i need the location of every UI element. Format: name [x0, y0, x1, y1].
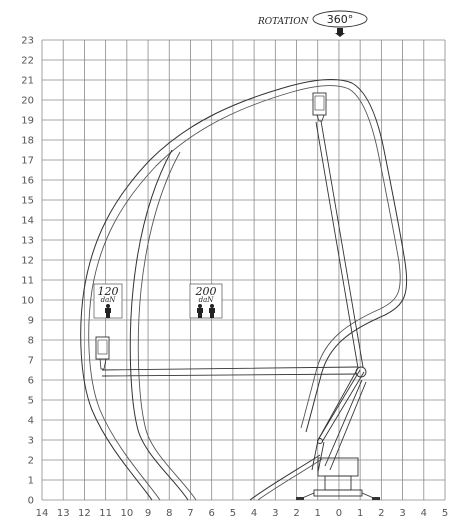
x-tick-label: 10: [120, 508, 134, 519]
y-tick-label: 7: [27, 355, 34, 367]
y-tick-label: 6: [27, 375, 34, 387]
jib-link: [318, 368, 366, 470]
lower-jib: [312, 370, 364, 472]
y-tick-label: 11: [21, 275, 34, 287]
y-tick-label: 17: [21, 155, 34, 167]
x-axis-ticks: [36, 508, 449, 519]
boom-knuckle: [356, 367, 366, 377]
y-tick-label: 23: [21, 35, 34, 47]
x-tick-label: 1: [356, 508, 364, 519]
y-tick-label: 4: [27, 415, 34, 427]
y-tick-label: 12: [21, 255, 34, 267]
y-tick-label: 15: [21, 195, 34, 207]
rotation-value: 360°: [326, 13, 354, 26]
y-tick-label: 20: [21, 95, 34, 107]
y-tick-label: 2: [27, 455, 34, 467]
y-tick-label: 19: [21, 115, 34, 127]
rotation-label: ROTATION: [258, 17, 309, 27]
rotation-arrow-icon: [335, 28, 345, 37]
x-tick-label: 1: [314, 508, 321, 519]
platform-basket-icon: [313, 93, 326, 121]
load-unit-200: daN: [198, 296, 214, 304]
boom-assembly: [102, 121, 366, 472]
vehicle-base: [296, 458, 380, 500]
y-tick-label: 10: [21, 295, 34, 307]
platform-basket-icon: [96, 337, 109, 369]
y-tick-label: 3: [27, 435, 34, 447]
outer-envelope: [81, 80, 407, 500]
load-unit-120: daN: [100, 296, 116, 304]
y-tick-label: 14: [21, 215, 34, 227]
y-tick-label: 1: [27, 475, 34, 487]
load-value-200: 200: [195, 285, 217, 298]
x-tick-label: 12: [78, 508, 91, 519]
x-tick-label: 3: [272, 508, 279, 519]
horizontal-boom: [102, 367, 358, 376]
x-tick-label: 0: [335, 508, 343, 519]
x-tick-label: 2: [293, 508, 300, 519]
load-zone-200: [190, 284, 222, 318]
upper-boom: [316, 121, 363, 368]
x-tick-label: 7: [187, 508, 194, 519]
y-tick-label: 22: [21, 55, 34, 67]
y-tick-label: 21: [21, 75, 34, 87]
x-tick-label: 2: [378, 508, 385, 519]
x-tick-label: 6: [208, 508, 215, 519]
y-axis-ticks: [21, 36, 34, 507]
x-tick-label: 4: [420, 508, 427, 519]
outer-envelope-inner: [89, 86, 401, 500]
y-tick-label: 5: [27, 395, 34, 407]
x-tick-label: 13: [56, 508, 70, 519]
load-value-120: 120: [97, 285, 119, 298]
y-tick-label: 0: [27, 495, 34, 507]
x-tick-label: 14: [35, 508, 49, 519]
working-envelope: [81, 80, 407, 500]
y-tick-label: 13: [21, 235, 34, 247]
y-tick-label: 9: [27, 315, 34, 327]
y-tick-label: 16: [21, 175, 34, 187]
y-tick-label: 18: [21, 135, 34, 147]
y-tick-label: 8: [27, 335, 34, 347]
load-zone-120: [94, 284, 122, 318]
x-tick-label: 9: [144, 508, 152, 519]
x-tick-label: 5: [229, 508, 237, 519]
x-tick-label: 3: [399, 508, 406, 519]
x-tick-label: 5: [441, 508, 449, 519]
rotation-indicator: [257, 11, 367, 37]
lower-sweep: [250, 455, 320, 500]
x-tick-label: 8: [166, 508, 173, 519]
x-tick-label: 4: [250, 508, 258, 519]
x-tick-label: 11: [99, 508, 112, 519]
